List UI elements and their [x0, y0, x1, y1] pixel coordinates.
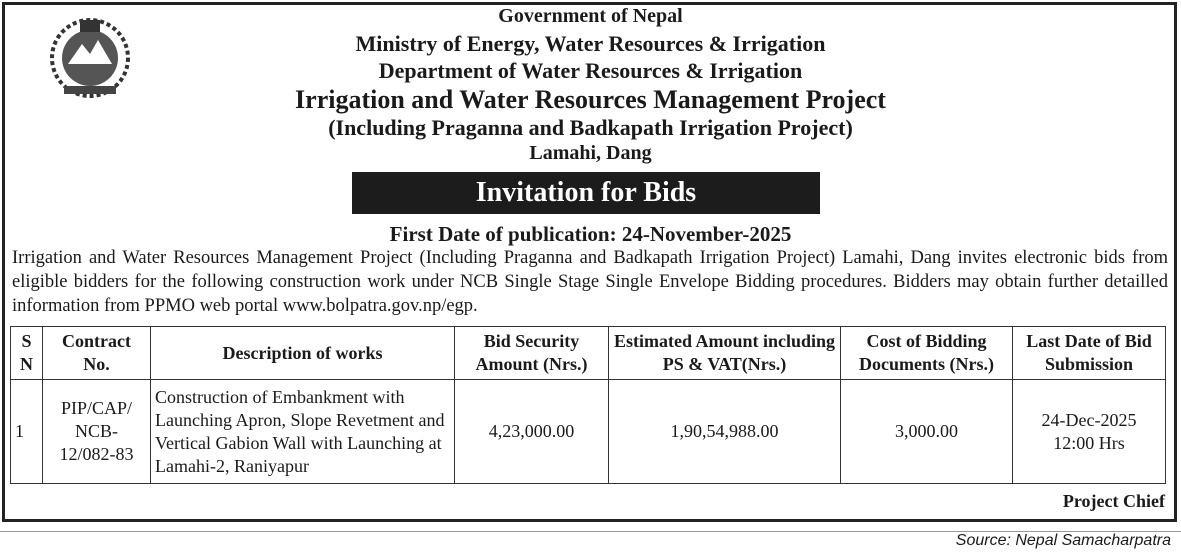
cell-contract: PIP/CAP/ NCB- 12/082-83: [43, 380, 151, 484]
col-contract: Contract No.: [43, 327, 151, 380]
header-department: Department of Water Resources & Irrigation: [378, 58, 803, 83]
signatory: Project Chief: [1062, 491, 1165, 511]
col-bid-security: Bid Security Amount (Nrs.): [455, 327, 609, 380]
table-row: [11, 380, 1166, 484]
header-project: Irrigation and Water Resources Management Project: [295, 85, 886, 114]
table-header-row: [11, 327, 1166, 380]
col-description: Description of works: [151, 327, 455, 380]
col-estimated: Estimated Amount including PS & VAT(Nrs.): [609, 327, 841, 380]
header-government: Government of Nepal: [498, 5, 683, 27]
bid-table: [10, 326, 1166, 484]
cell-sn: 1: [11, 380, 43, 484]
col-cost-docs: Cost of Bidding Documents (Nrs.): [841, 327, 1013, 380]
title-banner: Invitation for Bids: [352, 172, 820, 214]
header-location: Lamahi, Dang: [529, 142, 652, 164]
source-credit: Source: Nepal Samacharpatra: [955, 532, 1171, 549]
col-last-date: Last Date of Bid Submission: [1013, 327, 1166, 380]
cell-last-date: 24-Dec-2025 12:00 Hrs: [1013, 380, 1166, 484]
cell-bid-security: 4,23,000.00: [455, 380, 609, 484]
publication-date: First Date of publication: 24-November-2025: [389, 222, 792, 246]
cell-estimated: 1,90,54,988.00: [609, 380, 841, 484]
header-subproject: (Including Praganna and Badkapath Irrigation Project): [328, 115, 853, 140]
intro-paragraph: Irrigation and Water Resources Management Project (Including Praganna and Badkapath Irrigation Project) Lamahi, Dang invites electronic bids from eligible bidders for the following construction work under NCB Single Stage Single Envelope Bidding procedures. Bidders may obtain further detailled information from PPMO web portal www.bolpatra.gov.np/egp.: [12, 248, 1168, 316]
cell-description: Construction of Embankment with Launching Apron, Slope Revetment and Vertical Gabion Wall with Launching at Lamahi-2, Raniyapur: [151, 380, 455, 484]
header-ministry: Ministry of Energy, Water Resources & Irrigation: [355, 31, 826, 56]
col-sn: S N: [11, 327, 43, 380]
cell-cost-docs: 3,000.00: [841, 380, 1013, 484]
